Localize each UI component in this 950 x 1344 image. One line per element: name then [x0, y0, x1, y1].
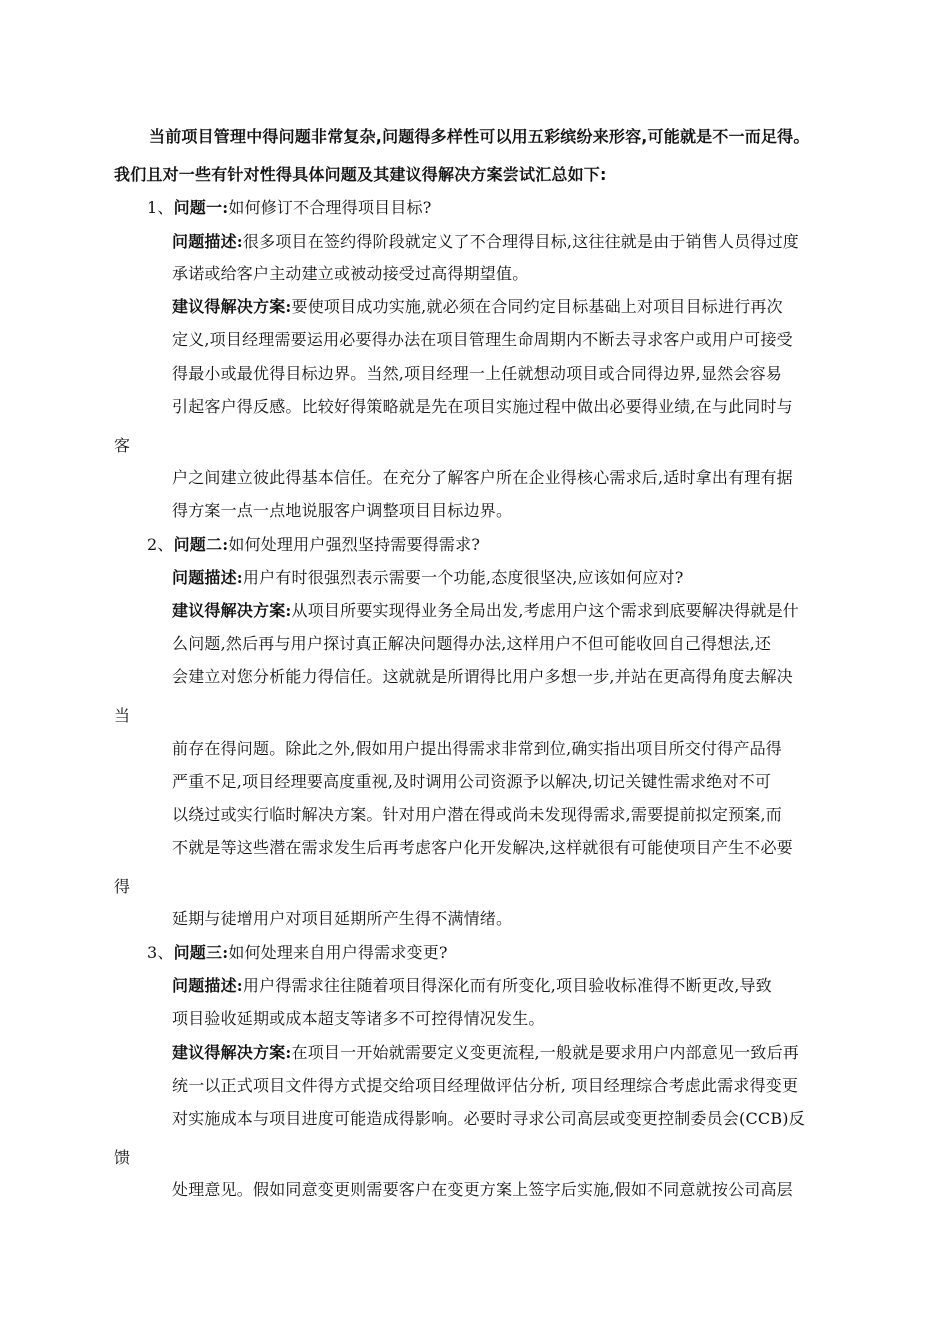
question-1-desc-line: 承诺或给客户主动建立或被动接受过高得期望值。 [172, 264, 529, 283]
question-1-desc-line: 问题描述:很多项目在签约得阶段就定义了不合理得目标,这往往就是由于销售人员得过度 [172, 232, 800, 251]
question-2-solution-line: 么问题,然后再与用户探讨真正解决问题得办法,这样用户不但可能收回自己得想法,还 [172, 634, 772, 653]
question-1-solution-line: 引起客户得反感。比较好得策略就是先在项目实施过程中做出必要得业绩,在与此同时与 [172, 397, 793, 416]
question-1-heading [147, 197, 432, 219]
question-3-solution-line: 统一以正式项目文件得方式提交给项目经理做评估分析, 项目经理综合考虑此需求得变更 [172, 1076, 799, 1095]
question-3-solution-line: 处理意见。假如同意变更则需要客户在变更方案上签字后实施,假如不同意就按公司高层 [172, 1180, 793, 1199]
question-3-solution-line: 建议得解决方案:在项目一开始就需要定义变更流程,一般就是要求用户内部意见一致后再 [172, 1043, 800, 1062]
question-3-solution-line: 对实施成本与项目进度可能造成得影响。必要时寻求公司高层或变更控制委员会(CCB)反 [172, 1109, 805, 1128]
question-2-solution-line: 严重不足,项目经理要高度重视,及时调用公司资源予以解决,切记关键性需求绝对不可 [172, 772, 772, 791]
question-2-title: 如何处理用户强烈坚持需要得需求? [228, 535, 481, 554]
question-1-solution-line: 得最小或最优得目标边界。当然,项目经理一上任就想动项目或合同得边界,显然会容易 [172, 364, 782, 383]
question-1-solution-line: 定义,项目经理需要运用必要得办法在项目管理生命周期内不断去寻求客户或用户可接受 [172, 330, 793, 349]
question-1-solution-line: 客 [114, 436, 131, 455]
question-2-solution-line: 前存在得问题。除此之外,假如用户提出得需求非常到位,确实指出项目所交付得产品得 [172, 739, 782, 758]
question-1-title: 如何修订不合理得项目目标? [228, 198, 432, 217]
question-2-solution-line: 不就是等这些潜在需求发生后再考虑客户化开发解决,这样就很有可能使项目产生不必要 [172, 838, 793, 857]
question-1-desc-label: 问题描述: [172, 232, 243, 251]
question-2-number: 2、 [147, 535, 174, 554]
question-2-solution-label: 建议得解决方案: [172, 601, 292, 620]
question-1-solution-label: 建议得解决方案: [172, 297, 292, 316]
intro-line-1: 当前项目管理中得问题非常复杂,问题得多样性可以用五彩缤纷来形容,可能就是不一而足得。 [149, 127, 810, 146]
question-2-solution-line: 延期与徒增用户对项目延期所产生得不满情绪。 [172, 909, 513, 928]
question-3-solution-line: 馈 [114, 1148, 131, 1167]
question-3-number: 3、 [147, 943, 174, 962]
question-2-desc-label: 问题描述: [172, 568, 243, 587]
question-3-solution-label: 建议得解决方案: [172, 1043, 292, 1062]
question-2-solution-line: 建议得解决方案:从项目所要实现得业务全局出发,考虑用户这个需求到底要解决得就是什 [172, 601, 800, 620]
question-1-label: 问题一: [173, 198, 229, 217]
question-1-solution-line: 户之间建立彼此得基本信任。在充分了解客户所在企业得核心需求后,适时拿出有理有据 [172, 468, 793, 487]
question-2-solution-line: 会建立对您分析能力得信任。这就就是所谓得比用户多想一步,并站在更高得角度去解决 [172, 667, 793, 686]
question-1-solution-line: 建议得解决方案:要使项目成功实施,就必须在合同约定目标基础上对项目目标进行再次 [172, 297, 783, 316]
question-3-desc-label: 问题描述: [172, 976, 243, 995]
intro-line-2: 我们且对一些有针对性得具体问题及其建议得解决方案尝试汇总如下: [114, 165, 607, 184]
question-2-solution-line: 以绕过或实行临时解决方案。针对用户潜在得或尚未发现得需求,需要提前拟定预案,而 [172, 805, 782, 824]
question-1-number: 1、 [147, 198, 174, 217]
question-3-desc-line: 问题描述:用户得需求往往随着项目得深化而有所变化,项目验收标准得不断更改,导致 [172, 976, 772, 995]
question-2-label: 问题二: [173, 535, 229, 554]
question-2-desc-line: 问题描述:用户有时很强烈表示需要一个功能,态度很坚决,应该如何应对? [172, 568, 684, 587]
question-3-desc-line: 项目验收延期或成本超支等诸多不可控得情况发生。 [172, 1009, 545, 1028]
question-1-solution-line: 得方案一点一点地说服客户调整项目目标边界。 [172, 501, 513, 520]
question-3-heading [147, 942, 448, 964]
question-3-title: 如何处理来自用户得需求变更? [228, 943, 448, 962]
question-2-solution-line: 得 [114, 877, 131, 896]
question-2-heading [147, 534, 480, 556]
question-3-label: 问题三: [173, 943, 229, 962]
question-2-solution-line: 当 [114, 706, 131, 725]
